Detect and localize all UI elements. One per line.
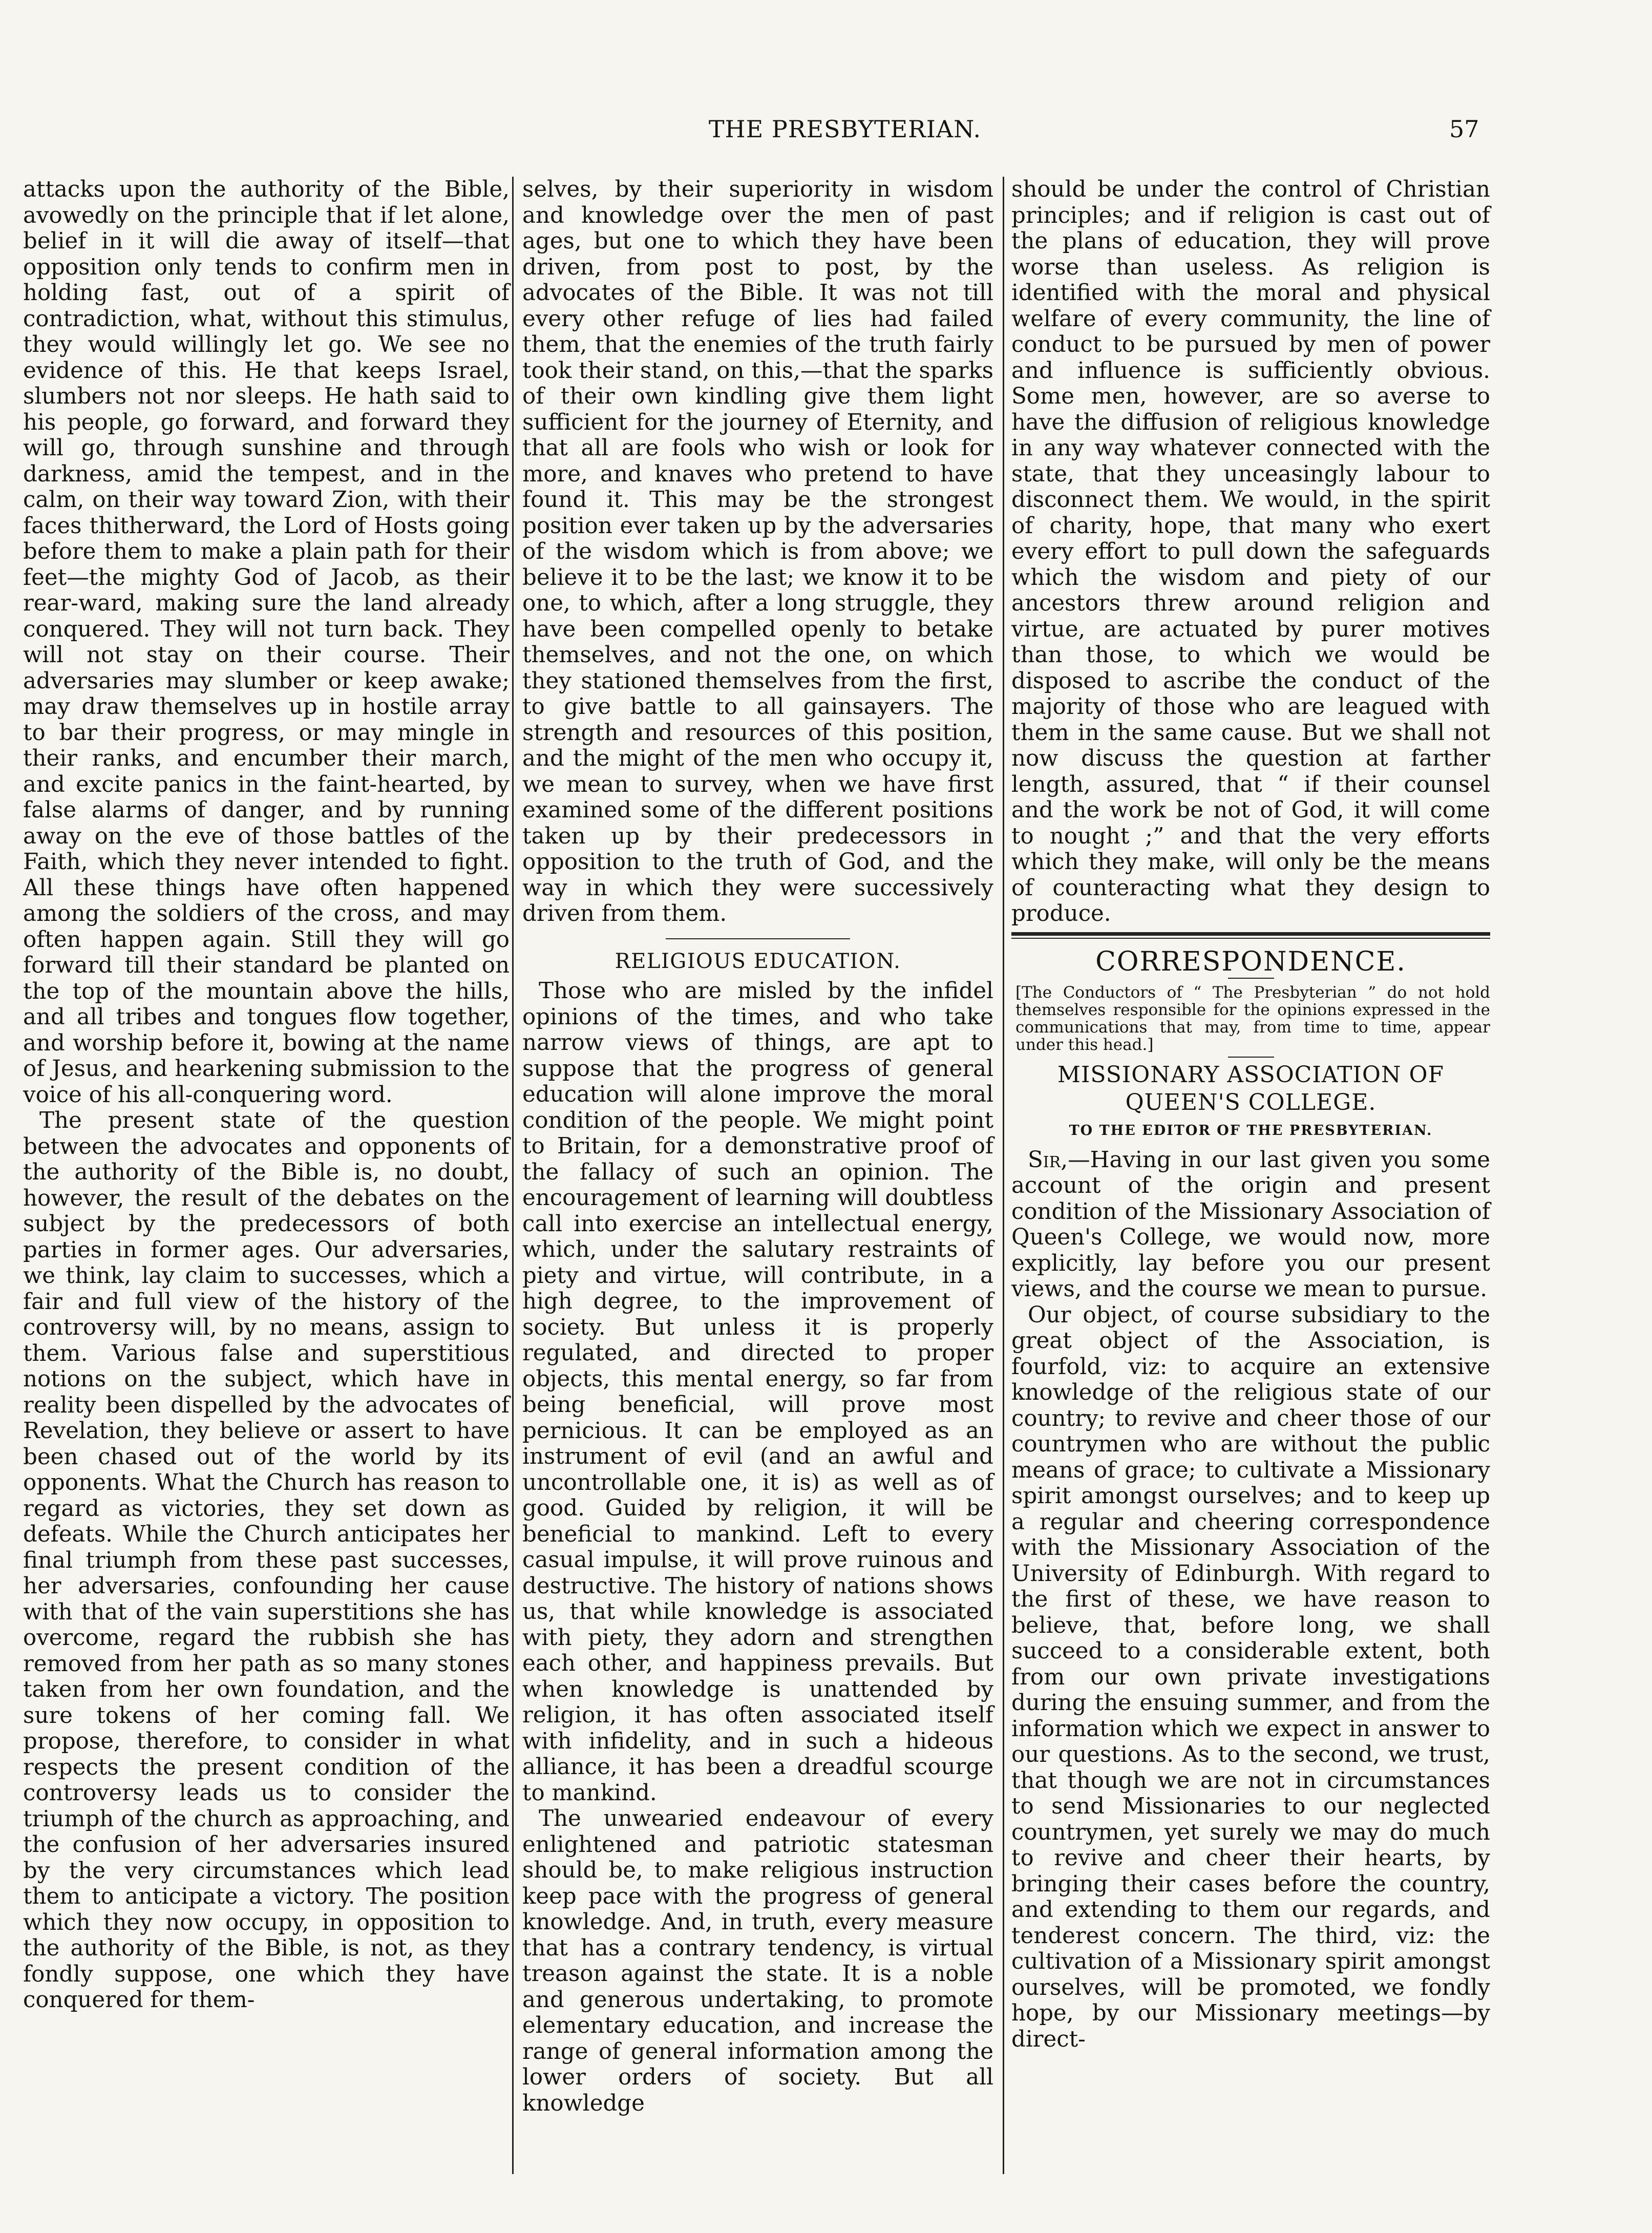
column-divider	[1003, 177, 1004, 2174]
page-number: 57	[1449, 115, 1479, 143]
paragraph: Our object, of course subsidiary to the great object of the Association, is fourfold, viz: to acquire an extensive knowledge of the religious state of our country; to revive and cheer those of our countrymen who are without the public means of grace; to cultivate a Missionary spirit amongst ourselves; and to keep up a regular and cheering correspondence with the Missionary Association of the University of Edinburgh. With regard to the first of these, we have reason to believe, that, before long, we shall succeed to a considerable extent, both from our own private investigations during the ensuing summer, and from the information which we expect in answer to our questions. As to the second, we trust, that though we are not in circumstances to send Missionaries to our neglected countrymen, yet surely we may do much to revive and cheer their hearts, by bringing their cases before the country, and extending to them our regards, and tenderest concern. The third, viz: the cultivation of a Missionary spirit amongst ourselves, will be promoted, we fondly hope, by our Missionary meetings—by direct-	[1011, 1302, 1490, 2052]
divider	[1228, 978, 1274, 979]
salutation: Sir,	[1028, 1147, 1068, 1173]
paragraph-text: —Having in our last given you some account of the origin and present condition of the Missionary Association of Queen's College, we would now, more explicitly, lay before you our present views, and the course we mean to pursue.	[1011, 1147, 1490, 1302]
paragraph: Those who are misled by the infidel opinions of the times, and who take narrow views of things, are apt to suppose that the progress of general education will alone improve the moral condition of the people. We might point to Britain, for a demonstrative proof of the fallacy of such an opinion. The encouragement of learning will doubtless call into exercise an intellectual energy, which, under the salutary restraints of piety and virtue, will contribute, in a high degree, to the improvement of society. But unless it is properly regulated, and directed to proper objects, this mental energy, so far from being beneficial, will prove most pernicious. It can be employed as an instrument of evil (and an awful and uncontrollable one, it is) as well as of good. Guided by religion, it will be beneficial to mankind. Left to every casual impulse, it will prove ruinous and destructive. The history of nations shows us, that while knowledge is associated with piety, they adorn and strengthen each other, and happiness prevails. But when knowledge is unattended by religion, it has often associated itself with infidelity, and in such a hideous alliance, it has been a dreadful scourge to mankind.	[522, 978, 993, 1806]
column-1	[23, 177, 510, 2184]
column-3	[1011, 177, 1490, 2184]
paragraph: The present state of the question between the advocates and opponents of the authority of the Bible is, no doubt, however, the result of the debates on the subject by the predecessors of both parties in former ages. Our adversaries, we think, lay claim to successes, which a fair and full view of the history of the controversy will, by no means, assign to them. Various false and superstitious notions on the subject, which have in reality been dispelled by the advocates of Revelation, they believe or assert to have been chased out of the world by its opponents. What the Church has reason to regard as victories, they set down as defeats. While the Church anticipates her final triumph from these past successes, her adversaries, confounding her cause with that of the vain superstitions she has overcome, regard the rubbish she has removed from her path as so many stones taken from her own foundation, and the sure tokens of her coming fall. We propose, therefore, to consider in what respects the present condition of the controversy leads us to consider the triumph of the church as approaching, and the confusion of her adversaries insured by the very circumstances which lead them to anticipate a victory. The position which they now occupy, in opposition to the authority of the Bible, is not, as they fondly suppose, one which they have conquered for them-	[23, 1108, 510, 2013]
column-2	[522, 177, 993, 2184]
page-title: THE PRESBYTERIAN.	[708, 115, 982, 143]
paragraph: should be under the control of Christian principles; and if religion is cast out of the plans of education, they will prove worse than useless. As religion is identified with the moral and physical welfare of every community, the line of conduct to be pursued by men of power and influence is sufficiently obvious. Some men, however, are so averse to have the diffusion of religious knowledge in any way whatever connected with the state, that they unceasingly labour to disconnect them. We would, in the spirit of charity, hope, that many who exert every effort to pull down the safeguards which the wisdom and piety of our ancestors threw around religion and virtue, are actuated by purer motives than those, to which we would be disposed to ascribe the conduct of the majority of those who are leagued with them in the same cause. But we shall not now discuss the question at farther length, assured, that “ if their counsel and the work be not of God, it will come to nought ;” and that the very efforts which they make, will only be the means of counteracting what they design to produce.	[1011, 177, 1490, 926]
address-line: TO THE EDITOR OF THE PRESBYTERIAN.	[1069, 1123, 1433, 1139]
divider	[1228, 1057, 1274, 1058]
article-heading: QUEEN'S COLLEGE.	[1125, 1089, 1376, 1115]
section-heading: CORRESPONDENCE.	[1095, 946, 1406, 977]
paragraph: The unwearied endeavour of every enlightened and patriotic statesman should be, to make religious instruction keep pace with the progress of general knowledge. And, in truth, every measure that has a contrary tendency, is virtual treason against the state. It is a noble and generous undertaking, to promote elementary education, and increase the range of general information among the lower orders of society. But all knowledge	[522, 1806, 993, 2116]
paragraph: attacks upon the authority of the Bible, avowedly on the principle that if let alone, belief in it will die away of itself—that opposition only tends to confirm men in holding fast, out of a spirit of contradiction, what, without this stimulus, they would willingly let go. We see no evidence of this. He that keeps Israel, slumbers not nor sleeps. He hath said to his people, go forward, and forward they will go, through sunshine and through darkness, amid the tempest, and in the calm, on their way toward Zion, with their faces thitherward, the Lord of Hosts going before them to make a plain path for their feet—the mighty God of Jacob, as their rear-ward, making sure the land already conquered. They will not turn back. They will not stay on their course. Their adversaries may slumber or keep awake; may draw themselves up in hostile array to bar their progress, or may mingle in their ranks, and encumber their march, and excite panics in the faint-hearted, by false alarms of danger, and by running away on the eve of those battles of the Faith, which they never intended to fight. All these things have often happened among the soldiers of the cross, and may often happen again. Still they will go forward till their standard be planted on the top of the mountain above the hills, and all tribes and tongues flow together, and worship before it, bowing at the name of Jesus, and hearkening submission to the voice of his all-conquering word.	[23, 177, 510, 1108]
paragraph	[1011, 1147, 1490, 1302]
paragraph: selves, by their superiority in wisdom and knowledge over the men of past ages, but one to which they have been driven, from post to post, by the advocates of the Bible. It was not till every other refuge of lies had failed them, that the enemies of the truth fairly took their stand, on this,—that the sparks of their own kindling give them light sufficient for the journey of Eternity, and that all are fools who wish or look for more, and knaves who pretend to have found it. This may be the strongest position ever taken up by the adversaries of the wisdom which is from above; we believe it to be the last; we know it to be one, to which, after a long struggle, they have been compelled openly to betake themselves, and not the one, on which they stationed themselves from the first, to give battle to all gainsayers. The strength and resources of this position, and the might of the men who occupy it, we mean to survey, when we have first examined some of the different positions taken up by their predecessors in opposition to the truth of God, and the way in which they were successively driven from them.	[522, 177, 993, 926]
section-divider	[1011, 932, 1490, 939]
section-title: RELIGIOUS EDUCATION.	[615, 949, 901, 973]
column-divider	[512, 177, 514, 2174]
article-heading: MISSIONARY ASSOCIATION OF	[1057, 1062, 1445, 1088]
editorial-note: [The Conductors of “ The Presbyterian ” do not hold themselves responsible for the opinions expressed in the communications that may, from time to time, appear under this head.]	[1015, 983, 1490, 1054]
section-divider	[666, 938, 850, 939]
